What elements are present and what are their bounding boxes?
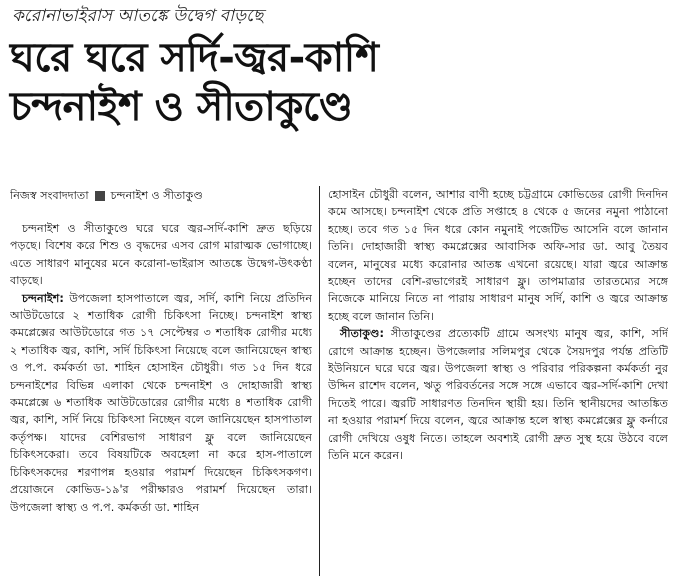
byline-location: চন্দনাইশ ও সীতাকুণ্ড [110,189,203,203]
right-column [328,186,668,465]
article-body [10,186,674,576]
section-lead: সীতাকুণ্ড: [340,327,385,341]
left-column [10,186,312,516]
square-bullet-icon [95,191,105,201]
column-divider [319,186,320,576]
byline-reporter: নিজস্ব সংবাদদাতা [10,189,89,203]
section-text: উপজেলা হাসপাতালে জ্বর, সর্দি, কাশি নিয়ে প্রতিদিন আউটডোরে ২ শতাধিক রোগী চিকিৎসা নিচ্ছে। চন্দনাইশ স্বাস্থ্য কমপ্লেক্সের আউটডোরে গত ১৭ সেপ্টেম্বর ৩ শতাধিক রোগীর মধ্যে ২ শতাধিক জ্বর, কাশি, সর্দি চিকিৎসা নিয়েছে বলে জানিয়েছেন স্বাস্থ্য ও প.প. কর্মকর্তা ডা. শাহিন হোসাইন চৌধুরী। গত ১৫ দিন ধরে চন্দনাইশের বিভিন্ন এলাকা থেকে চন্দনাইশ ও দোহাজারী স্বাস্থ্য কমপ্লেক্সে ৬ শতাধিক আউটডোরের রোগীর মধ্যে ৪ শতাধিক রোগী জ্বর, কাশি, সর্দি নিয়ে চিকিৎসা নিচ্ছেন বলে জানিয়েছেন হাসপাতাল কর্তৃপক্ষ। যাদের বেশিরভাগ সাধারণ ফ্লু বলে জানিয়েছেন চিকিৎসকেরা। তবে বিষয়টিকে অবহেলা না করে হাস-পাতালে চিকিৎসকদের শরণাপন্ন হওয়ার পরামর্শ দিয়েছেন চিকিৎসকগণ। প্রয়োজনে কোভিড-১৯'র পরীক্ষারও পরামর্শ দিয়েছেন তারা। উপজেলা স্বাস্থ্য ও প.প. কর্মকর্তা ডা. শাহিন [10,291,312,514]
article-paragraph: হোসাইন চৌধুরী বলেন, আশার বাণী হচ্ছে চট্টগ্রামে কোভিডের রোগী দিনদিন কমে আসছে। চন্দনাইশ থেকে প্রতি সপ্তাহে ৪ থেকে ৫ জনের নমুনা পাঠানো হচ্ছে। তবে গত ১৫ দিন ধরে কোন নমুনাই পজেটিভ আসেনি বলে জানান তিনি। দোহাজারী স্বাস্থ্য কমপ্লেক্সের আবাসিক অফি-সার ডা. আবু তৈয়ব বলেন, মানুষের মধ্যে করোনার আতঙ্ক এখনো রয়েছে। যারা জ্বরে আক্রান্ত হচ্ছেন তাদের বেশি-রভাগেরই সাধারণ ফ্লু। তাপমাত্রার তারতম্যের সঙ্গে নিজেকে মানিয়ে নিতে না পারায় সাধারণ মানুষ সর্দি, কাশি ও জ্বরে আক্রান্ত হচ্ছে বলে জানান তিনি। [328,188,668,323]
kicker: করোনাভাইরাস আতঙ্কে উদ্বেগ বাড়ছে [12,6,264,26]
byline [10,186,312,206]
article-paragraph [10,290,312,516]
section-text: সীতাকুণ্ডের প্রত্যেকটি গ্রামে অসংখ্য মানুষ জ্বর, কাশি, সর্দি রোগে আক্রান্ত হচ্ছেন। উপজেলার সলিমপুর থেকে সৈয়দপুর পর্যন্ত প্রতিটি ইউনিয়নে ঘরে ঘরে জ্বর। উপজেলা স্বাস্থ্য ও পরিবার পরিকল্পনা কর্মকর্তা নুর উদ্দিন রাশেদ বলেন, ঋতু পরিবর্তনের সঙ্গে সঙ্গে এভাবে জ্বর-সর্দি-কাশি দেখা দিতেই পারে। জ্বরটি সাধারণত তিনদিন স্থায়ী হয়। তিনি স্থানীয়দের আতঙ্কিত না হওয়ার পরামর্শ দিয়ে বলেন, জ্বরে আক্রান্ত হলে স্বাস্থ্য কমপ্লেক্সের ফ্লু কর্নারে রোগী দেখিয়ে ওষুধ নিতে। তাহলে অবশ্যই রোগী দ্রুত সুস্থ হয়ে উঠবে বলে তিনি মনে করেন। [328,327,668,463]
headline [10,34,672,132]
article-paragraph [328,325,668,464]
article-paragraph: চন্দনাইশ ও সীতাকুণ্ডে ঘরে ঘরে জ্বর-সর্দি-কাশি দ্রুত ছড়িয়ে পড়ছে। বিশেষ করে শিশু ও বৃদ্ধদের এসব রোগ মারাত্মক ভোগাচ্ছে। এতে সাধারণ মানুষের মনে করোনা-ভাইরাস আতঙ্কে উদ্বেগ-উৎকণ্ঠা বাড়ছে। [10,222,312,288]
section-lead: চন্দনাইশ: [22,291,64,305]
headline-line-1: ঘরে ঘরে সর্দি-জ্বর-কাশি [10,35,379,81]
headline-line-2: চন্দনাইশ ও সীতাকুণ্ডে [10,84,353,130]
